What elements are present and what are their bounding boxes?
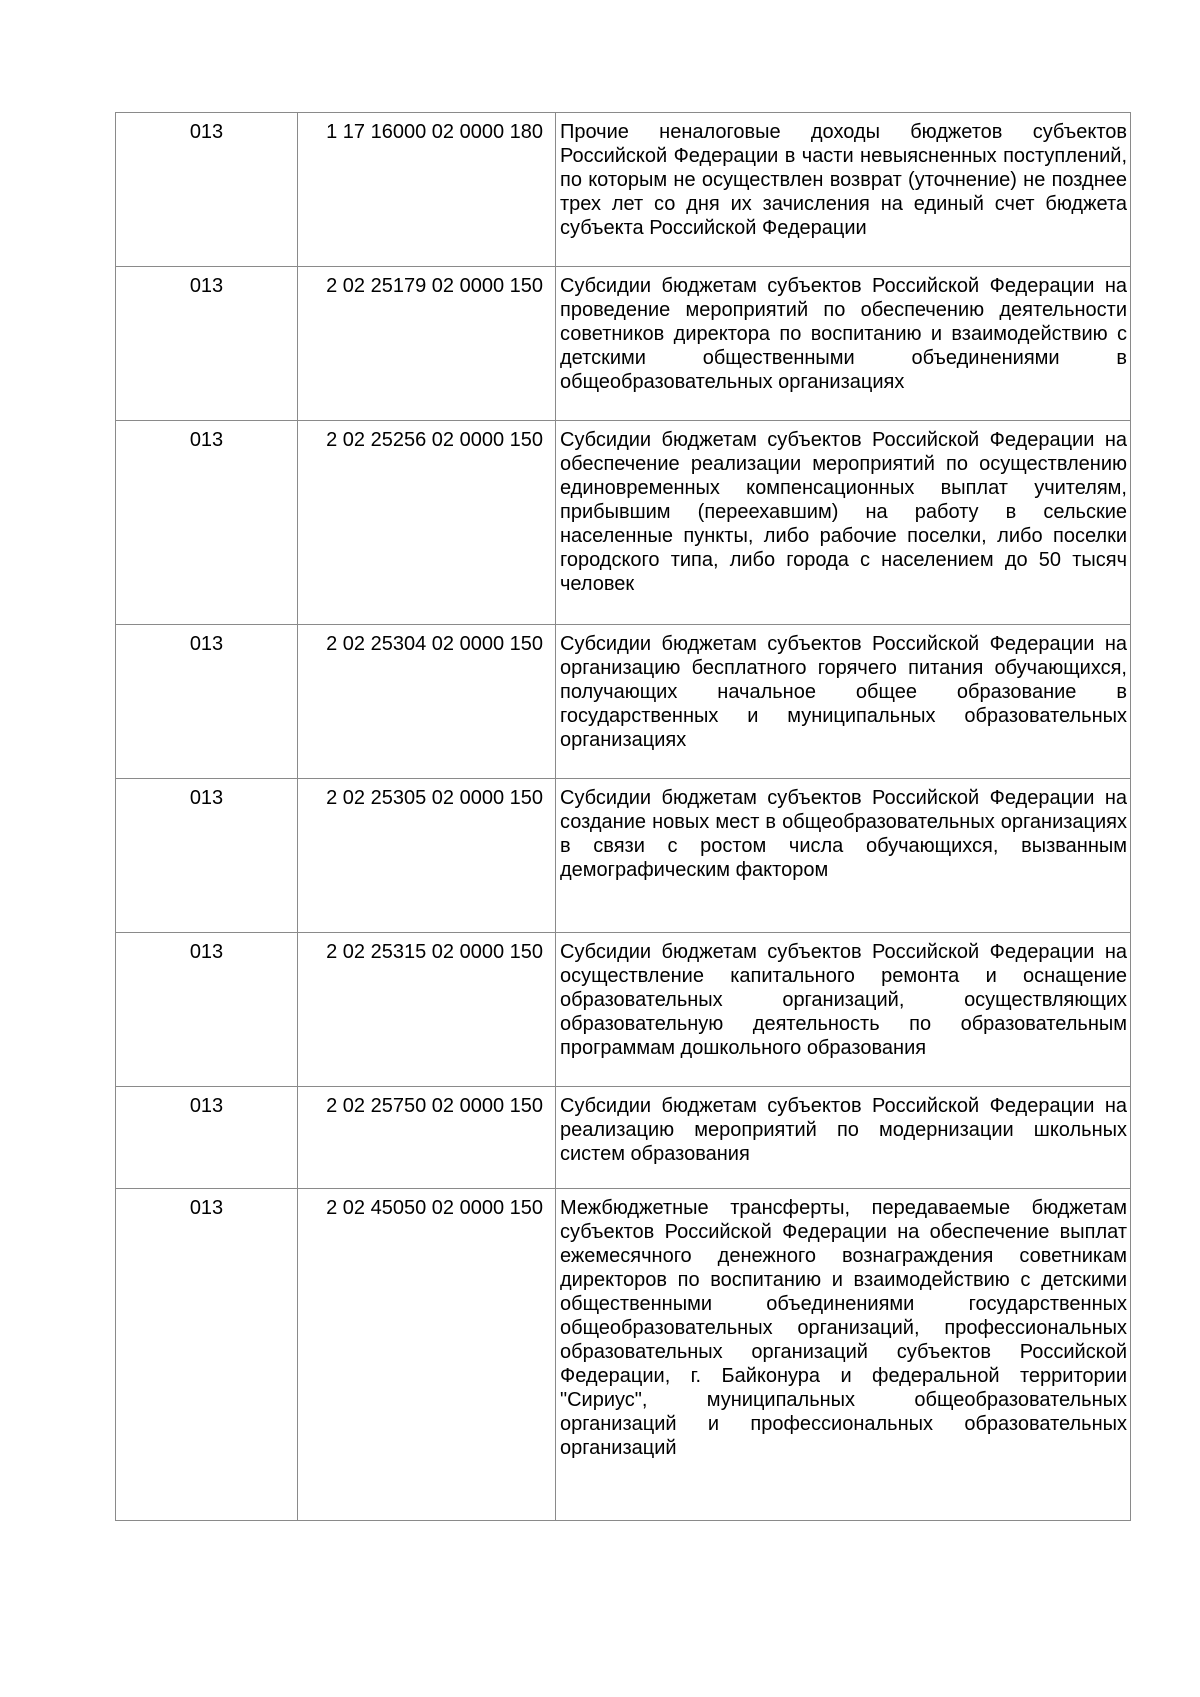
revenue-description-cell: Субсидии бюджетам субъектов Российской Федерации на обеспечение реализации мероприятий по осуществлению единовременных компенсационных выплат учителям, прибывшим (переехавшим) на работу в сельские населенные пункты, либо рабочие поселки, либо поселки городского типа, либо города с населением до 50 тысяч человек [556, 421, 1131, 625]
revenue-description-cell: Субсидии бюджетам субъектов Российской Федерации на создание новых мест в общеобразовательных организациях в связи с ростом числа обучающихся, вызванным демографическим фактором [556, 779, 1131, 933]
admin-code-cell: 013 [116, 933, 298, 1087]
revenue-code-cell: 2 02 25304 02 0000 150 [298, 625, 556, 779]
revenue-code-cell: 1 17 16000 02 0000 180 [298, 113, 556, 267]
admin-code-cell: 013 [116, 1087, 298, 1189]
admin-code-cell: 013 [116, 267, 298, 421]
admin-code-cell: 013 [116, 421, 298, 625]
revenue-description-cell: Субсидии бюджетам субъектов Российской Федерации на осуществление капитального ремонта и оснащение образовательных организаций, осуществляющих образовательную деятельность по образовательным программам дошкольного образования [556, 933, 1131, 1087]
revenue-code-cell: 2 02 45050 02 0000 150 [298, 1189, 556, 1521]
table-row [116, 113, 1131, 267]
admin-code-cell: 013 [116, 625, 298, 779]
table-row [116, 779, 1131, 933]
table-row [116, 933, 1131, 1087]
table-row [116, 267, 1131, 421]
table-row [116, 1189, 1131, 1521]
table-row [116, 625, 1131, 779]
revenue-description-cell: Субсидии бюджетам субъектов Российской Федерации на проведение мероприятий по обеспечению деятельности советников директора по воспитанию и взаимодействию с детскими общественными объединениями в общеобразовательных организациях [556, 267, 1131, 421]
revenue-description-cell: Субсидии бюджетам субъектов Российской Федерации на реализацию мероприятий по модернизации школьных систем образования [556, 1087, 1131, 1189]
admin-code-cell: 013 [116, 113, 298, 267]
revenue-description-cell: Межбюджетные трансферты, передаваемые бюджетам субъектов Российской Федерации на обеспечение выплат ежемесячного денежного вознаграждения советникам директоров по воспитанию и взаимодействию с детскими общественными объединениями государственных общеобразовательных организаций, профессиональных образовательных организаций субъектов Российской Федерации, г. Байконура и федеральной территории "Сириус", муниципальных общеобразовательных организаций и профессиональных образовательных организаций [556, 1189, 1131, 1521]
revenue-code-cell: 2 02 25305 02 0000 150 [298, 779, 556, 933]
revenue-code-cell: 2 02 25315 02 0000 150 [298, 933, 556, 1087]
admin-code-cell: 013 [116, 779, 298, 933]
budget-classification-table [115, 112, 1131, 1521]
revenue-code-cell: 2 02 25750 02 0000 150 [298, 1087, 556, 1189]
revenue-code-cell: 2 02 25256 02 0000 150 [298, 421, 556, 625]
admin-code-cell: 013 [116, 1189, 298, 1521]
revenue-code-cell: 2 02 25179 02 0000 150 [298, 267, 556, 421]
table-row [116, 421, 1131, 625]
table-row [116, 1087, 1131, 1189]
revenue-description-cell: Прочие неналоговые доходы бюджетов субъектов Российской Федерации в части невыясненных поступлений, по которым не осуществлен возврат (уточнение) не позднее трех лет со дня их зачисления на единый счет бюджета субъекта Российской Федерации [556, 113, 1131, 267]
revenue-description-cell: Субсидии бюджетам субъектов Российской Федерации на организацию бесплатного горячего питания обучающихся, получающих начальное общее образование в государственных и муниципальных образовательных организациях [556, 625, 1131, 779]
